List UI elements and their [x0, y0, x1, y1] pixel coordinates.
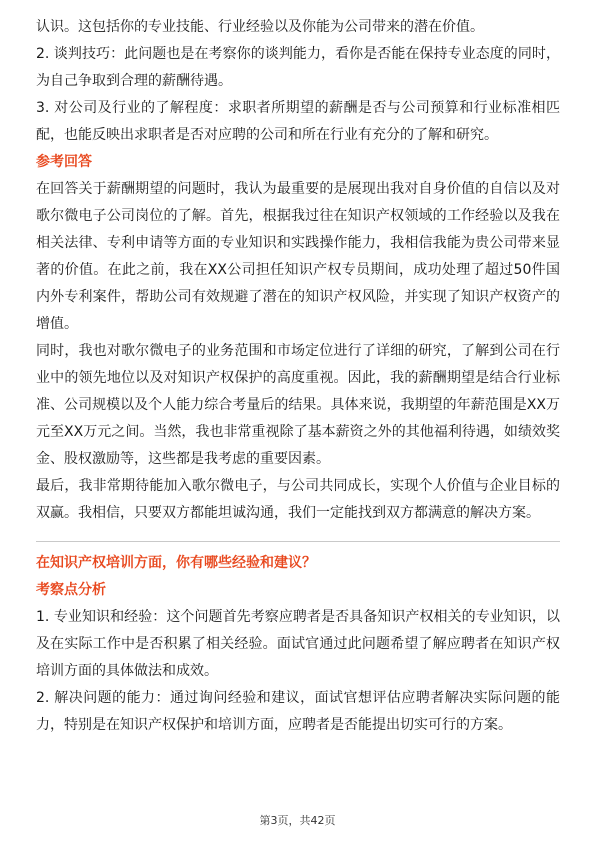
analysis-heading: 考察点分析: [36, 582, 106, 598]
reference-answer-paragraph-3: 最后，我非常期待能加入歌尔微电子，与公司共同成长，实现个人价值与企业目标的双赢。我相信，只要双方都能坦诚沟通，我们一定能找到双方都满意的解决方案。: [36, 478, 560, 521]
page-number: 第3页，共42页: [259, 814, 336, 827]
analysis-point-2: 2. 解决问题的能力：通过询问经验和建议，面试官想评估应聘者解决实际问题的能力，特别是在知识产权保护和培训方面，应聘者是否能提出切实可行的方案。: [36, 690, 560, 733]
reference-answer-paragraph-1: 在回答关于薪酬期望的问题时，我认为最重要的是展现出我对自身价值的自信以及对歌尔微电子公司岗位的了解。首先，根据我过往在知识产权领域的工作经验以及我在相关法律、专利申请等方面的专业知识和实践操作能力，我相信我能为贵公司带来显著的价值。在此之前，我在XX公司担任知识产权专员期间，成功处理了超过50件国内外专利案件，帮助公司有效规避了潜在的知识产权风险，并实现了知识产权资产的增值。: [36, 181, 560, 332]
reference-answer-heading: 参考回答: [36, 154, 92, 170]
analysis-point-negotiation: 2. 谈判技巧：此问题也是在考察你的谈判能力，看你是否能在保持专业态度的同时，为自己争取到合理的薪酬待遇。: [36, 46, 560, 89]
section-divider: [36, 541, 560, 542]
document-page: [36, 14, 560, 739]
analysis-point-1: 1. 专业知识和经验：这个问题首先考察应聘者是否具备知识产权相关的专业知识，以及在实际工作中是否积累了相关经验。面试官通过此问题希望了解应聘者在知识产权培训方面的具体做法和成效。: [36, 609, 560, 679]
analysis-point-continuation: 认识。这包括你的专业技能、行业经验以及你能为公司带来的潜在价值。: [36, 19, 484, 35]
analysis-point-industry-knowledge: 3. 对公司及行业的了解程度：求职者所期望的薪酬是否与公司预算和行业标准相匹配，也能反映出求职者是否对应聘的公司和所在行业有充分的了解和研究。: [36, 100, 560, 143]
reference-answer-paragraph-2: 同时，我也对歌尔微电子的业务范围和市场定位进行了详细的研究，了解到公司在行业中的领先地位以及对知识产权保护的高度重视。因此，我的薪酬期望是结合行业标准、公司规模以及个人能力综合考量后的结果。具体来说，我期望的年薪范围是XX万元至XX万元之间。当然，我也非常重视除了基本薪资之外的其他福利待遇，如绩效奖金、股权激励等，这些都是我考虑的重要因素。: [36, 343, 560, 467]
question-title: 在知识产权培训方面，你有哪些经验和建议？: [36, 555, 316, 571]
